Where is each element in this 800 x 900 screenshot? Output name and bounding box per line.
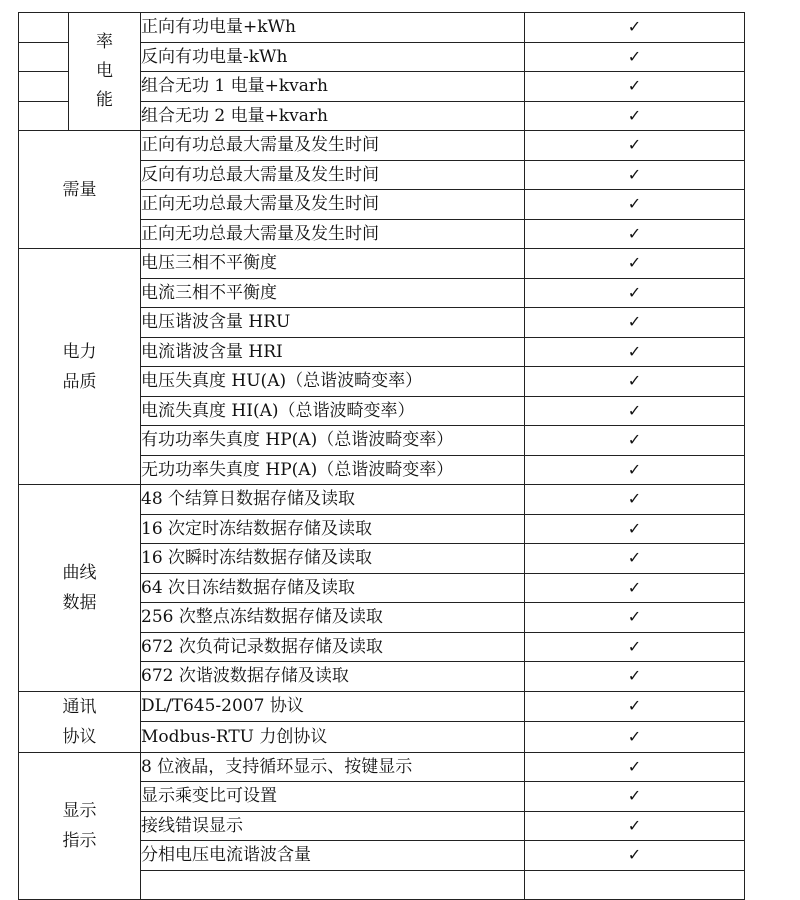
check-icon: ✓	[525, 752, 745, 782]
check-icon: ✓	[525, 722, 745, 753]
check-icon: ✓	[525, 396, 745, 426]
feature-cell: 电压三相不平衡度	[141, 249, 525, 279]
category-cell-blank	[19, 13, 69, 43]
feature-cell: 48 个结算日数据存储及读取	[141, 485, 525, 515]
feature-cell: 显示乘变比可设置	[141, 782, 525, 812]
table-row	[19, 485, 745, 515]
check-icon: ✓	[525, 190, 745, 220]
check-icon: ✓	[525, 485, 745, 515]
category-cell-energy	[69, 13, 141, 131]
check-icon: ✓	[525, 426, 745, 456]
check-icon: ✓	[525, 811, 745, 841]
feature-cell: 组合无功 2 电量+kvarh	[141, 101, 525, 131]
check-icon: ✓	[525, 308, 745, 338]
category-cell-blank	[19, 101, 69, 131]
feature-cell: 电流谐波含量 HRI	[141, 337, 525, 367]
feature-cell: 电压谐波含量 HRU	[141, 308, 525, 338]
check-icon: ✓	[525, 782, 745, 812]
check-icon: ✓	[525, 278, 745, 308]
feature-cell: DL/T645-2007 协议	[141, 691, 525, 722]
feature-cell: 分相电压电流谐波含量	[141, 841, 525, 871]
feature-cell: 16 次瞬时冻结数据存储及读取	[141, 544, 525, 574]
feature-cell: 64 次日冻结数据存储及读取	[141, 573, 525, 603]
category-cell-comm	[19, 691, 141, 752]
table-row	[19, 13, 745, 43]
feature-cell: 正向有功电量+kWh	[141, 13, 525, 43]
check-icon: ✓	[525, 514, 745, 544]
category-cell-display	[19, 752, 141, 900]
feature-cell: 256 次整点冻结数据存储及读取	[141, 603, 525, 633]
feature-cell: 8 位液晶，支持循环显示、按键显示	[141, 752, 525, 782]
check-icon: ✓	[525, 101, 745, 131]
table-row	[19, 131, 745, 161]
feature-cell: 反向有功总最大需量及发生时间	[141, 160, 525, 190]
check-icon: ✓	[525, 603, 745, 633]
category-cell-quality	[19, 249, 141, 485]
category-cell-demand	[19, 131, 141, 249]
table-row	[19, 752, 745, 782]
check-icon: ✓	[525, 662, 745, 692]
check-icon: ✓	[525, 42, 745, 72]
check-icon: ✓	[525, 841, 745, 871]
category-cell-blank	[19, 42, 69, 72]
check-icon: ✓	[525, 573, 745, 603]
feature-cell: 组合无功 1 电量+kvarh	[141, 72, 525, 102]
category-label: 显示 指示	[62, 800, 97, 851]
feature-cell: 672 次谐波数据存储及读取	[141, 662, 525, 692]
feature-cell: 有功功率失真度 HP(A)（总谐波畸变率）	[141, 426, 525, 456]
check-icon: ✓	[525, 13, 745, 43]
feature-cell: 正向无功总最大需量及发生时间	[141, 219, 525, 249]
category-label: 电力 品质	[62, 341, 97, 392]
check-icon: ✓	[525, 219, 745, 249]
feature-cell: 无功功率失真度 HP(A)（总谐波畸变率）	[141, 455, 525, 485]
feature-cell: 正向有功总最大需量及发生时间	[141, 131, 525, 161]
check-cell-cutoff	[525, 870, 745, 900]
check-icon: ✓	[525, 632, 745, 662]
category-label: 通讯 协议	[62, 696, 97, 747]
feature-cell: 16 次定时冻结数据存储及读取	[141, 514, 525, 544]
feature-cell: 正向无功总最大需量及发生时间	[141, 190, 525, 220]
table-row	[19, 691, 745, 722]
feature-cell: 电流三相不平衡度	[141, 278, 525, 308]
category-cell-curve	[19, 485, 141, 692]
category-label: 曲线 数据	[62, 562, 97, 613]
check-icon: ✓	[525, 367, 745, 397]
category-label: 需量	[62, 179, 97, 200]
category-label: 率 电 能	[96, 32, 113, 110]
check-icon: ✓	[525, 337, 745, 367]
feature-cell: 672 次负荷记录数据存储及读取	[141, 632, 525, 662]
check-icon: ✓	[525, 455, 745, 485]
check-icon: ✓	[525, 131, 745, 161]
table-row	[19, 249, 745, 279]
feature-cell: 反向有功电量-kWh	[141, 42, 525, 72]
feature-cell: 电压失真度 HU(A)（总谐波畸变率）	[141, 367, 525, 397]
check-icon: ✓	[525, 691, 745, 722]
feature-cell: Modbus-RTU 力创协议	[141, 722, 525, 753]
check-icon: ✓	[525, 249, 745, 279]
check-icon: ✓	[525, 72, 745, 102]
feature-cell-cutoff	[141, 870, 525, 900]
category-cell-blank	[19, 72, 69, 102]
check-icon: ✓	[525, 160, 745, 190]
spec-table	[18, 12, 745, 900]
check-icon: ✓	[525, 544, 745, 574]
feature-cell: 电流失真度 HI(A)（总谐波畸变率）	[141, 396, 525, 426]
feature-cell: 接线错误显示	[141, 811, 525, 841]
